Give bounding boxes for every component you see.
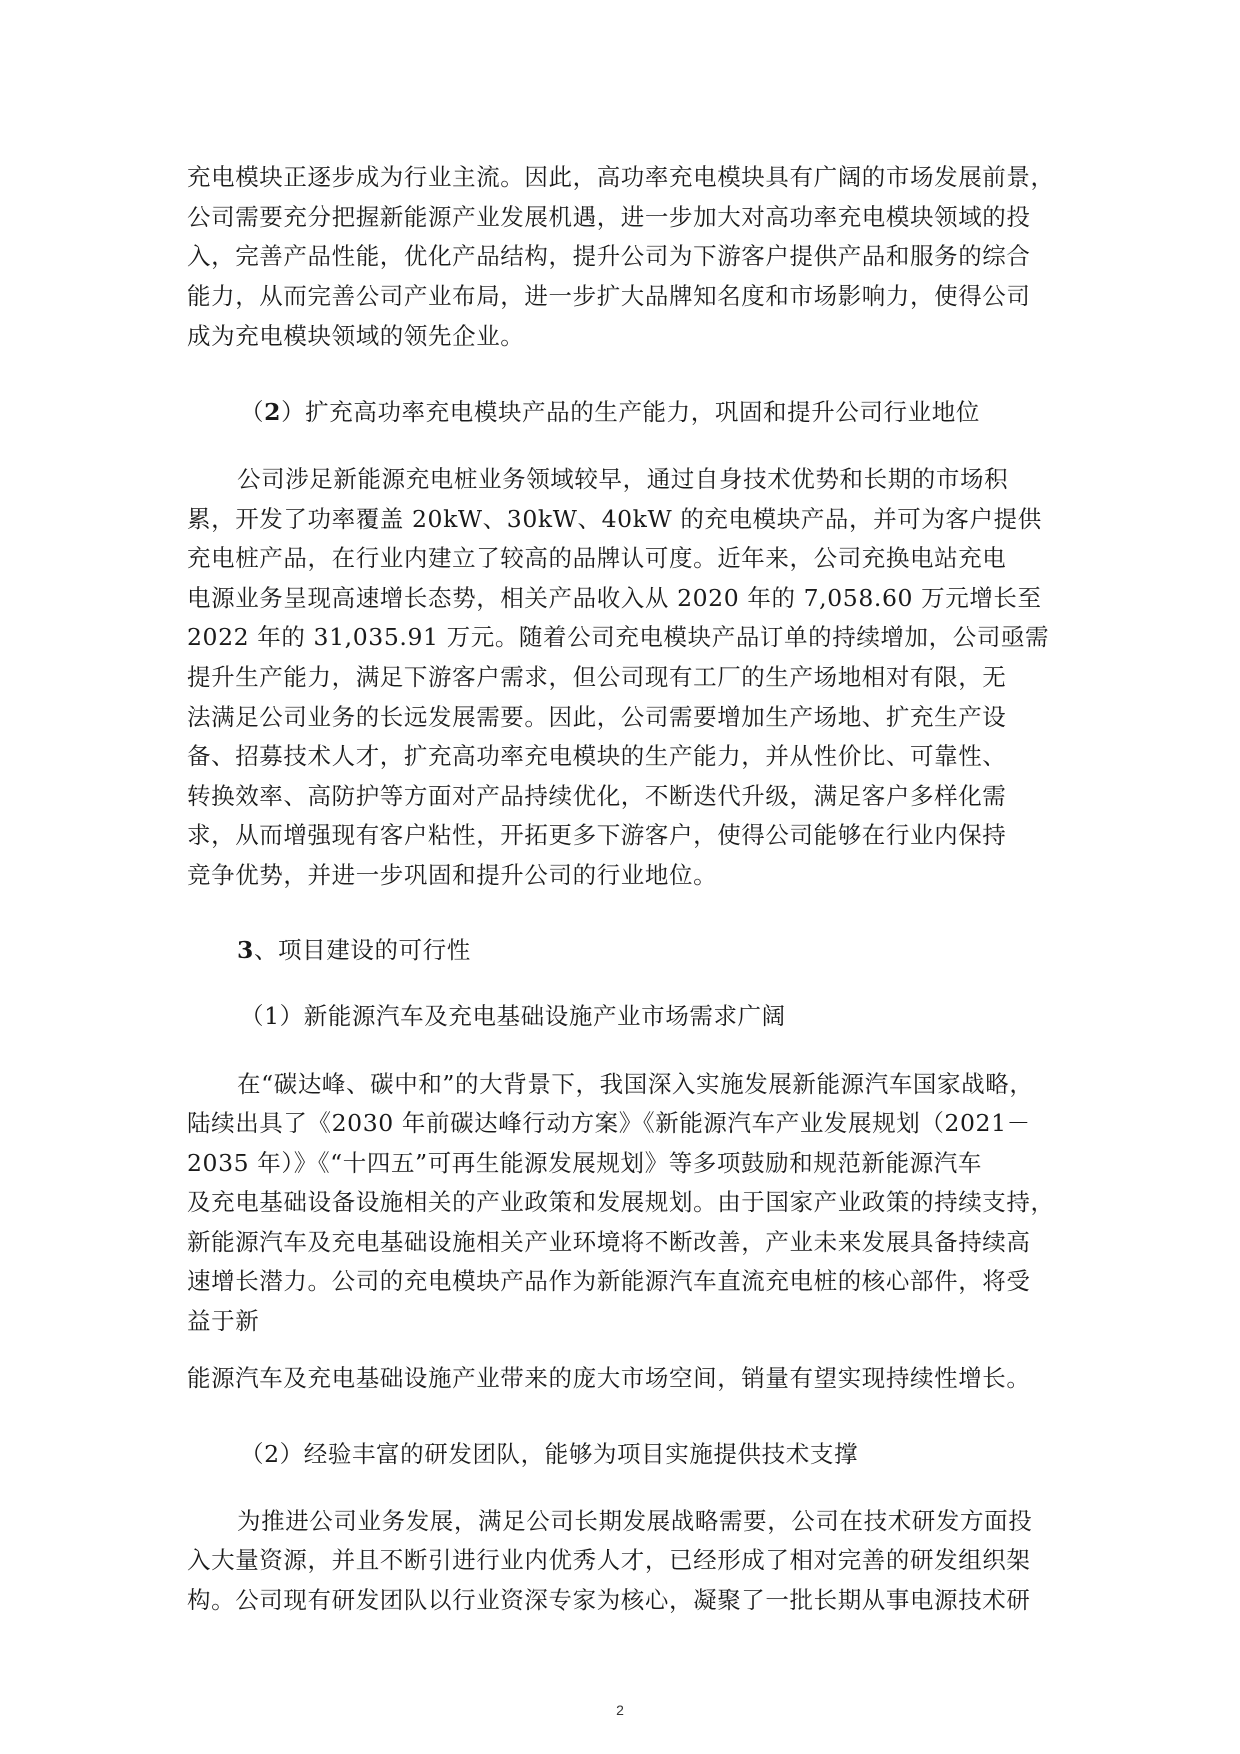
para3-line-2: 陆续出具了《2030 年前碳达峰行动方案》《新能源汽车产业发展规划（2021－ bbox=[187, 1109, 1031, 1137]
para3-line-3: 2035 年）》《“十四五”可再生能源发展规划》等多项鼓励和规范新能源汽车 bbox=[187, 1149, 983, 1177]
para2-line-1: 公司涉足新能源充电桩业务领域较早，通过自身技术优势和长期的市场积 bbox=[237, 465, 1009, 493]
subheading-2 bbox=[240, 397, 980, 427]
para2-line-6: 提升生产能力，满足下游客户需求，但公司现有工厂的生产场地相对有限，无 bbox=[187, 663, 1007, 691]
para3-line-1: 在“碳达峰、碳中和”的大背景下，我国深入实施发展新能源汽车国家战略， bbox=[237, 1070, 1034, 1098]
subheading-3-1: （1）新能源汽车及充电基础设施产业市场需求广阔 bbox=[240, 1002, 786, 1030]
para3-line-8: 能源汽车及充电基础设施产业带来的庞大市场空间，销量有望实现持续性增长。 bbox=[187, 1364, 1031, 1392]
section-3-heading bbox=[237, 935, 471, 965]
page-number: 2 bbox=[616, 1702, 624, 1718]
para3-line-6: 速增长潜力。公司的充电模块产品作为新能源汽车直流充电桩的核心部件，将受 bbox=[187, 1267, 1031, 1295]
para1-line-2: 公司需要充分把握新能源产业发展机遇，进一步加大对高功率充电模块领域的投 bbox=[187, 203, 1031, 231]
para2-line-3: 充电桩产品，在行业内建立了较高的品牌认可度。近年来，公司充换电站充电 bbox=[187, 544, 1007, 572]
section-3-text: 、项目建设的可行性 bbox=[253, 936, 471, 964]
para2-line-11: 竞争优势，并进一步巩固和提升公司的行业地位。 bbox=[187, 861, 718, 889]
para1-line-1: 充电模块正逐步成为行业主流。因此，高功率充电模块具有广阔的市场发展前景， bbox=[187, 163, 1055, 191]
para1-line-5: 成为充电模块领域的领先企业。 bbox=[187, 322, 525, 350]
para3-line-7: 益于新 bbox=[187, 1307, 260, 1335]
subheading-2-number: 2 bbox=[264, 398, 282, 426]
para4-line-3: 构。公司现有研发团队以行业资深专家为核心，凝聚了一批长期从事电源技术研 bbox=[187, 1586, 1031, 1614]
para2-line-9: 转换效率、高防护等方面对产品持续优化，不断迭代升级，满足客户多样化需 bbox=[187, 782, 1007, 810]
para2-line-5: 2022 年的 31,035.91 万元。随着公司充电模块产品订单的持续增加，公司亟需 bbox=[187, 623, 1050, 651]
para2-line-10: 求，从而增强现有客户粘性，开拓更多下游客户，使得公司能够在行业内保持 bbox=[187, 821, 1007, 849]
para1-line-4: 能力，从而完善公司产业布局，进一步扩大品牌知名度和市场影响力，使得公司 bbox=[187, 282, 1031, 310]
para2-line-8: 备、招募技术人才，扩充高功率充电模块的生产能力，并从性价比、可靠性、 bbox=[187, 742, 1007, 770]
subheading-2-open: （ bbox=[240, 398, 265, 426]
para2-line-4: 电源业务呈现高速增长态势，相关产品收入从 2020 年的 7,058.60 万元增长至 bbox=[187, 584, 1042, 612]
para4-line-1: 为推进公司业务发展，满足公司长期发展战略需要，公司在技术研发方面投 bbox=[237, 1507, 1033, 1535]
para2-line-2: 累，开发了功率覆盖 20kW、30kW、40kW 的充电模块产品，并可为客户提供 bbox=[187, 505, 1042, 533]
para2-line-7: 法满足公司业务的长远发展需要。因此，公司需要增加生产场地、扩充生产设 bbox=[187, 703, 1007, 731]
section-3-number: 3 bbox=[237, 936, 254, 964]
para3-line-4: 及充电基础设备设施相关的产业政策和发展规划。由于国家产业政策的持续支持， bbox=[187, 1188, 1055, 1216]
subheading-2-text: ）扩充高功率充电模块产品的生产能力，巩固和提升公司行业地位 bbox=[281, 398, 980, 426]
para4-line-2: 入大量资源，并且不断引进行业内优秀人才，已经形成了相对完善的研发组织架 bbox=[187, 1546, 1031, 1574]
subheading-3-2: （2）经验丰富的研发团队，能够为项目实施提供技术支撑 bbox=[240, 1440, 859, 1468]
para3-line-5: 新能源汽车及充电基础设施相关产业环境将不断改善，产业未来发展具备持续高 bbox=[187, 1228, 1031, 1256]
para1-line-3: 入，完善产品性能，优化产品结构，提升公司为下游客户提供产品和服务的综合 bbox=[187, 242, 1031, 270]
